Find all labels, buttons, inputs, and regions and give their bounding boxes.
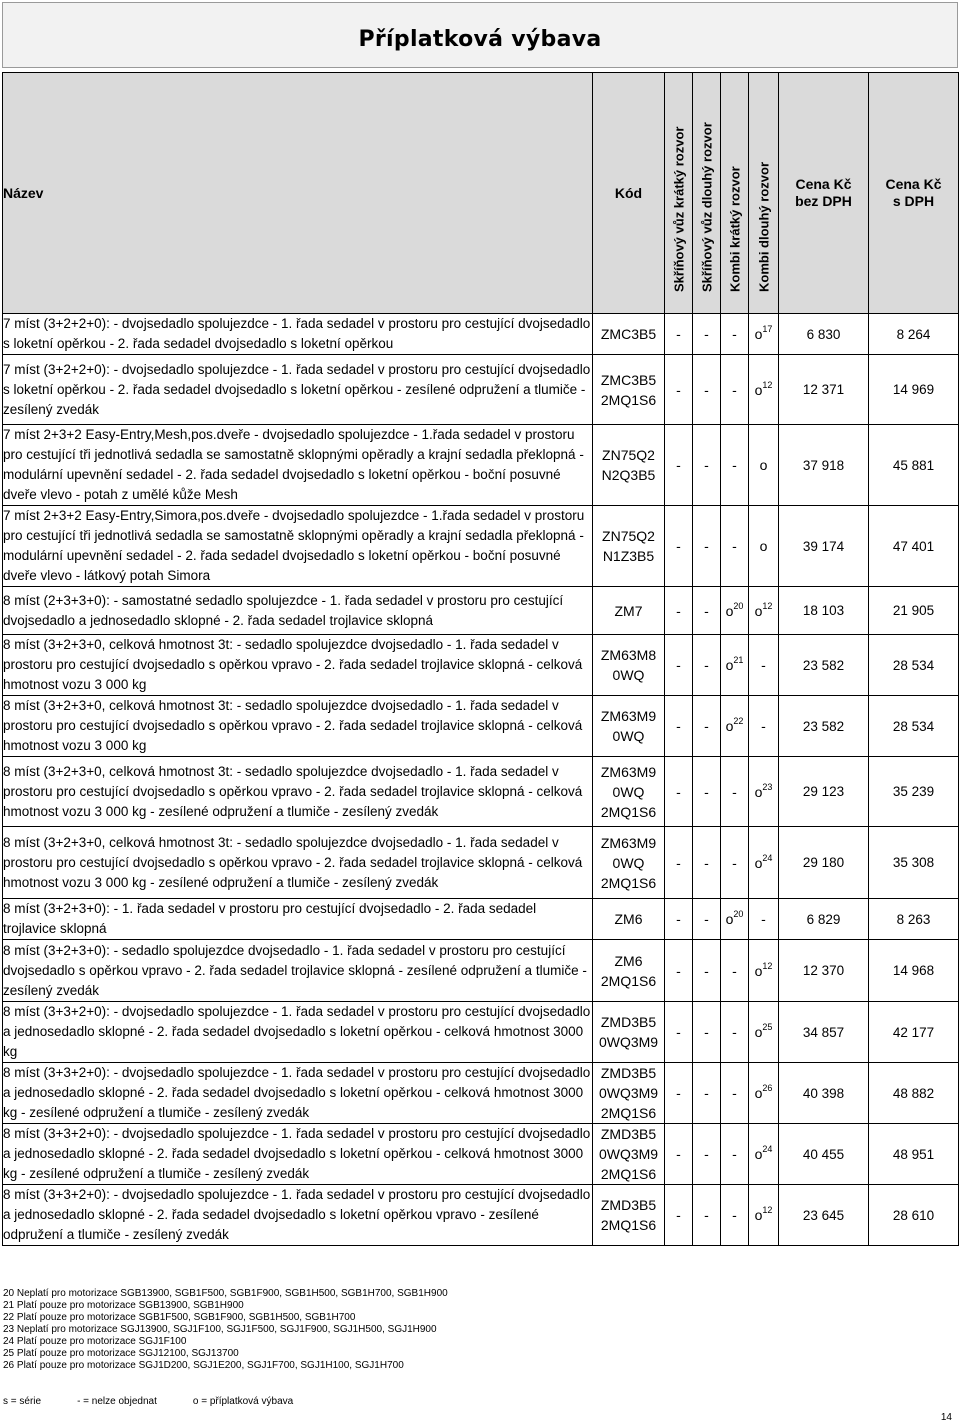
availability-col4 [749, 587, 779, 635]
price-vat: 8 263 [869, 899, 959, 940]
availability-mark: - [732, 457, 737, 473]
availability-col4 [749, 1124, 779, 1185]
availability-col2: - [693, 314, 721, 355]
footnote-ref: 24 [762, 1144, 773, 1154]
footnote: 21 Platí pouze pro motorizace SGB13900, SGB1H900 [3, 1300, 244, 1311]
price-no-vat: 40 455 [779, 1124, 869, 1185]
availability-col3 [721, 1063, 749, 1124]
header-col3: Kombi krátký rozvor [721, 73, 749, 314]
option-description: 8 míst (3+3+2+0): - dvojsedadlo spolujezdce - 1. řada sedadel v prostoru pro cestující dvojsedadlo a jednosedadlo sklopné - 2. řada sedadel dvojsedadlo s loketní opěrkou - celková hmotnost 3000 kg [3, 1002, 593, 1063]
availability-col4 [749, 506, 779, 587]
price-vat: 35 308 [869, 827, 959, 899]
option-code: ZN75Q2 N1Z3B5 [593, 506, 665, 587]
availability-col4 [749, 940, 779, 1002]
footnote: 26 Platí pouze pro motorizace SGJ1D200, SGJ1E200, SGJ1F700, SGJ1H100, SGJ1H700 [3, 1360, 404, 1371]
price-vat: 8 264 [869, 314, 959, 355]
option-description: 8 míst (3+3+2+0): - dvojsedadlo spolujezdce - 1. řada sedadel v prostoru pro cestující dvojsedadlo a jednosedadlo sklopné - 2. řada sedadel dvojsedadlo s loketní opěrkou - celková hmotnost 3000 kg - zesílené odpružení a tlumiče - zesílený zvedák [3, 1124, 593, 1185]
availability-mark: o [725, 718, 734, 734]
availability-col2: - [693, 1002, 721, 1063]
price-no-vat: 23 582 [779, 635, 869, 696]
availability-col1: - [665, 1063, 693, 1124]
option-code: ZM6 [593, 899, 665, 940]
availability-mark: o [754, 1024, 763, 1040]
availability-mark: o [725, 657, 734, 673]
availability-col1: - [665, 757, 693, 827]
availability-mark: o [754, 1207, 763, 1223]
price-vat: 14 968 [869, 940, 959, 1002]
table-row [3, 1124, 959, 1185]
availability-mark: o [754, 783, 763, 800]
footnote-ref: 12 [762, 600, 773, 611]
footnote-ref: 21 [733, 655, 744, 665]
options-table [2, 72, 959, 1246]
footnote-ref: 20 [733, 600, 744, 611]
price-vat: 28 534 [869, 635, 959, 696]
footnote-ref: 20 [733, 909, 744, 919]
option-description: 7 míst (3+2+2+0): - dvojsedadlo spolujezdce - 1. řada sedadel v prostoru pro cestující dvojsedadlo s loketní opěrkou - 2. řada sedadel dvojsedadlo s loketní opěrkou - zesílené odpružení a tlumiče - zesílený zvedák [3, 355, 593, 425]
table-row [3, 696, 959, 757]
availability-col2: - [693, 635, 721, 696]
availability-mark: - [732, 962, 737, 979]
availability-mark: - [732, 381, 737, 398]
price-no-vat: 40 398 [779, 1063, 869, 1124]
availability-col3 [721, 425, 749, 506]
availability-mark: o [759, 538, 768, 554]
footnote: 24 Platí pouze pro motorizace SGJ1F100 [3, 1336, 187, 1347]
footnote-ref: 26 [762, 1083, 773, 1093]
availability-col1: - [665, 425, 693, 506]
availability-col4 [749, 899, 779, 940]
availability-col4 [749, 425, 779, 506]
availability-mark: - [761, 718, 766, 734]
availability-col4 [749, 355, 779, 425]
option-description: 8 míst (3+2+3+0, celková hmotnost 3t: - sedadlo spolujezdce dvojsedadlo - 1. řada sedadel v prostoru pro cestující dvojsedadlo s opěrkou vpravo - 2. řada sedadel trojlavice sklopná - celková hmotnost vozu 3 000 kg [3, 635, 593, 696]
price-no-vat: 6 829 [779, 899, 869, 940]
price-vat: 35 239 [869, 757, 959, 827]
price-vat: 21 905 [869, 587, 959, 635]
option-description: 8 míst (3+2+3+0): - sedadlo spolujezdce dvojsedadlo - 1. řada sedadel v prostoru pro cestující dvojsedadlo s opěrkou vpravo - 2. řada sedadel trojlavice sklopná - zesílené odpružení a tlumiče - zesílený zvedák [3, 940, 593, 1002]
footnote-ref: 23 [762, 781, 773, 792]
price-no-vat: 29 180 [779, 827, 869, 899]
price-vat: 28 534 [869, 696, 959, 757]
footnote-ref: 17 [762, 324, 773, 334]
header-col4: Kombi dlouhý rozvor [749, 73, 779, 314]
table-row [3, 899, 959, 940]
table-row [3, 355, 959, 425]
legend-item: s = série [3, 1396, 42, 1407]
footnote-ref: 12 [762, 379, 773, 390]
table-row [3, 1063, 959, 1124]
option-description: 8 míst (3+2+3+0, celková hmotnost 3t: - sedadlo spolujezdce dvojsedadlo - 1. řada sedadel v prostoru pro cestující dvojsedadlo s opěrkou vpravo - 2. řada sedadel trojlavice sklopná - celková hmotnost vozu 3 000 kg - zesílené odpružení a tlumiče - zesílený zvedák [3, 757, 593, 827]
option-code: ZM7 [593, 587, 665, 635]
page-number: 14 [940, 1412, 952, 1423]
availability-col2: - [693, 587, 721, 635]
price-vat: 14 969 [869, 355, 959, 425]
availability-mark: - [732, 538, 737, 554]
availability-col2: - [693, 1124, 721, 1185]
legend [3, 1396, 329, 1407]
table-row [3, 587, 959, 635]
option-code: ZM6 2MQ1S6 [593, 940, 665, 1002]
footnote-ref: 24 [762, 852, 773, 863]
price-vat: 48 882 [869, 1063, 959, 1124]
availability-mark: o [759, 457, 768, 473]
availability-col4 [749, 1002, 779, 1063]
price-no-vat: 34 857 [779, 1002, 869, 1063]
availability-col2: - [693, 696, 721, 757]
price-vat: 28 610 [869, 1185, 959, 1246]
availability-col2: - [693, 506, 721, 587]
availability-col4 [749, 1185, 779, 1246]
header-name: Název [3, 73, 593, 314]
header-price-no-vat: Cena Kč bez DPH [779, 73, 869, 314]
availability-mark: o [754, 1146, 763, 1162]
availability-col2: - [693, 940, 721, 1002]
option-code: ZN75Q2 N2Q3B5 [593, 425, 665, 506]
footnote-ref: 25 [762, 1022, 773, 1032]
header-price-vat: Cena Kč s DPH [869, 73, 959, 314]
availability-col1: - [665, 587, 693, 635]
table-row [3, 314, 959, 355]
availability-col3 [721, 827, 749, 899]
availability-mark: - [732, 854, 737, 871]
availability-col3 [721, 899, 749, 940]
option-description: 8 míst (3+3+2+0): - dvojsedadlo spolujezdce - 1. řada sedadel v prostoru pro cestující dvojsedadlo a jednosedadlo sklopné - 2. řada sedadel dvojsedadlo s loketní opěrkou - celková hmotnost 3000 kg - zesílené odpružení a tlumiče - zesílený zvedák [3, 1063, 593, 1124]
availability-col2: - [693, 757, 721, 827]
availability-col1: - [665, 899, 693, 940]
availability-col1: - [665, 696, 693, 757]
option-code: ZM63M8 0WQ [593, 635, 665, 696]
footnote-ref: 12 [762, 1205, 773, 1215]
table-row [3, 506, 959, 587]
availability-col2: - [693, 1063, 721, 1124]
availability-col4 [749, 757, 779, 827]
option-code: ZM63M9 0WQ 2MQ1S6 [593, 757, 665, 827]
availability-mark: - [761, 657, 766, 673]
availability-col4 [749, 314, 779, 355]
table-header-row [3, 73, 959, 314]
availability-mark: - [732, 1146, 737, 1162]
availability-col1: - [665, 1185, 693, 1246]
option-code: ZMC3B5 2MQ1S6 [593, 355, 665, 425]
price-no-vat: 12 370 [779, 940, 869, 1002]
option-description: 8 míst (3+2+3+0, celková hmotnost 3t: - sedadlo spolujezdce dvojsedadlo - 1. řada sedadel v prostoru pro cestující dvojsedadlo s opěrkou vpravo - 2. řada sedadel trojlavice sklopná - celková hmotnost vozu 3 000 kg - zesílené odpružení a tlumiče - zesílený zvedák [3, 827, 593, 899]
availability-mark: - [732, 1207, 737, 1223]
availability-mark: - [732, 326, 737, 342]
availability-col3 [721, 587, 749, 635]
availability-col4 [749, 827, 779, 899]
availability-col3 [721, 355, 749, 425]
footnote: 23 Neplatí pro motorizace SGJ13900, SGJ1F100, SGJ1F500, SGJ1F900, SGJ1H500, SGJ1H900 [3, 1324, 437, 1335]
footnote: 25 Platí pouze pro motorizace SGJ12100, SGJ13700 [3, 1348, 239, 1359]
option-code: ZMD3B5 0WQ3M9 [593, 1002, 665, 1063]
availability-col3 [721, 1185, 749, 1246]
availability-col3 [721, 314, 749, 355]
availability-col1: - [665, 940, 693, 1002]
header-code: Kód [593, 73, 665, 314]
availability-mark: - [732, 1024, 737, 1040]
availability-col1: - [665, 1124, 693, 1185]
availability-col4 [749, 696, 779, 757]
price-no-vat: 29 123 [779, 757, 869, 827]
page-title: Příplatková výbava [358, 27, 602, 52]
availability-mark: o [725, 911, 734, 927]
option-code: ZMD3B5 0WQ3M9 2MQ1S6 [593, 1063, 665, 1124]
option-description: 8 míst (2+3+3+0): - samostatné sedadlo spolujezdce - 1. řada sedadel v prostoru pro cestující dvojsedadlo a jednosedadlo sklopné - 2. řada sedadel trojlavice sklopná [3, 587, 593, 635]
availability-col1: - [665, 314, 693, 355]
title-banner [2, 2, 958, 68]
footnote-ref: 22 [733, 716, 744, 726]
footnote: 22 Platí pouze pro motorizace SGB1F500, SGB1F900, SGB1H500, SGB1H700 [3, 1312, 356, 1323]
availability-col2: - [693, 1185, 721, 1246]
availability-mark: - [732, 1085, 737, 1101]
price-no-vat: 37 918 [779, 425, 869, 506]
availability-col1: - [665, 1002, 693, 1063]
legend-item: o = příplatková výbava [192, 1396, 294, 1407]
option-code: ZMD3B5 0WQ3M9 2MQ1S6 [593, 1124, 665, 1185]
price-vat: 48 951 [869, 1124, 959, 1185]
option-description: 7 míst 2+3+2 Easy-Entry,Simora,pos.dveře - dvojsedadlo spolujezdce - 1.řada sedadel v prostoru pro cestující tři jednotlivá sedadla se samostatně sklopnými opěradly a krajní sedadla překlopná - modulární upevnění sedadel - 2. řada sedadel dvojsedadlo s loketní opěrkou - boční posuvné dveře vlevo - látkový potah Simora [3, 506, 593, 587]
footnote: 20 Neplatí pro motorizace SGB13900, SGB1F500, SGB1F900, SGB1H500, SGB1H700, SGB1H900 [3, 1288, 448, 1299]
option-code: ZMC3B5 [593, 314, 665, 355]
availability-col3 [721, 696, 749, 757]
price-vat: 45 881 [869, 425, 959, 506]
price-no-vat: 39 174 [779, 506, 869, 587]
table-row [3, 425, 959, 506]
option-description: 7 míst (3+2+2+0): - dvojsedadlo spolujezdce - 1. řada sedadel v prostoru pro cestující dvojsedadlo s loketní opěrkou - 2. řada sedadel dvojsedadlo s loketní opěrkou [3, 314, 593, 355]
availability-col3 [721, 940, 749, 1002]
header-col1: Skříňový vůz krátký rozvor [665, 73, 693, 314]
price-no-vat: 12 371 [779, 355, 869, 425]
availability-col2: - [693, 899, 721, 940]
option-description: 8 míst (3+3+2+0): - dvojsedadlo spolujezdce - 1. řada sedadel v prostoru pro cestující dvojsedadlo a jednosedadlo sklopné - 2. řada sedadel dvojsedadlo s loketní opěrkou vpravo - zesílené odpružení a tlumiče - zesílený zvedák [3, 1185, 593, 1246]
option-code: ZM63M9 0WQ [593, 696, 665, 757]
table-row [3, 757, 959, 827]
footnotes [3, 1288, 448, 1372]
availability-mark: - [761, 911, 766, 927]
table-row [3, 827, 959, 899]
availability-mark: - [732, 783, 737, 800]
availability-mark: o [754, 326, 763, 342]
table-row [3, 635, 959, 696]
availability-mark: o [725, 602, 734, 619]
table-row [3, 940, 959, 1002]
option-description: 7 míst 2+3+2 Easy-Entry,Mesh,pos.dveře - dvojsedadlo spolujezdce - 1.řada sedadel v prostoru pro cestující tři jednotlivá sedadla se samostatně sklopnými opěradly a krajní sedadla překlopná - modulární upevnění sedadel - 2. řada sedadel dvojsedadlo s loketní opěrkou - boční posuvné dveře vlevo - potah z umělé kůže Mesh [3, 425, 593, 506]
availability-col3 [721, 1002, 749, 1063]
price-vat: 42 177 [869, 1002, 959, 1063]
availability-col3 [721, 635, 749, 696]
footnote-ref: 12 [762, 960, 773, 971]
price-no-vat: 23 582 [779, 696, 869, 757]
availability-col2: - [693, 355, 721, 425]
availability-col3 [721, 506, 749, 587]
option-code: ZM63M9 0WQ 2MQ1S6 [593, 827, 665, 899]
availability-mark: o [754, 962, 763, 979]
table-row [3, 1002, 959, 1063]
availability-mark: o [754, 854, 763, 871]
availability-col4 [749, 1063, 779, 1124]
price-no-vat: 23 645 [779, 1185, 869, 1246]
availability-mark: o [754, 1085, 763, 1101]
availability-col3 [721, 757, 749, 827]
option-code: ZMD3B5 2MQ1S6 [593, 1185, 665, 1246]
option-description: 8 míst (3+2+3+0): - 1. řada sedadel v prostoru pro cestující dvojsedadlo - 2. řada sedadel trojlavice sklopná [3, 899, 593, 940]
option-description: 8 míst (3+2+3+0, celková hmotnost 3t: - sedadlo spolujezdce dvojsedadlo - 1. řada sedadel v prostoru pro cestující dvojsedadlo s opěrkou vpravo - 2. řada sedadel trojlavice sklopná - celková hmotnost vozu 3 000 kg [3, 696, 593, 757]
price-no-vat: 6 830 [779, 314, 869, 355]
availability-col2: - [693, 425, 721, 506]
availability-col1: - [665, 635, 693, 696]
price-vat: 47 401 [869, 506, 959, 587]
availability-col1: - [665, 827, 693, 899]
availability-mark: o [754, 381, 763, 398]
availability-col4 [749, 635, 779, 696]
table-row [3, 1185, 959, 1246]
availability-col1: - [665, 506, 693, 587]
availability-mark: o [754, 602, 763, 619]
legend-item: - = nelze objednat [77, 1396, 157, 1407]
header-col2: Skříňový vůz dlouhý rozvor [693, 73, 721, 314]
price-no-vat: 18 103 [779, 587, 869, 635]
availability-col2: - [693, 827, 721, 899]
availability-col1: - [665, 355, 693, 425]
availability-col3 [721, 1124, 749, 1185]
